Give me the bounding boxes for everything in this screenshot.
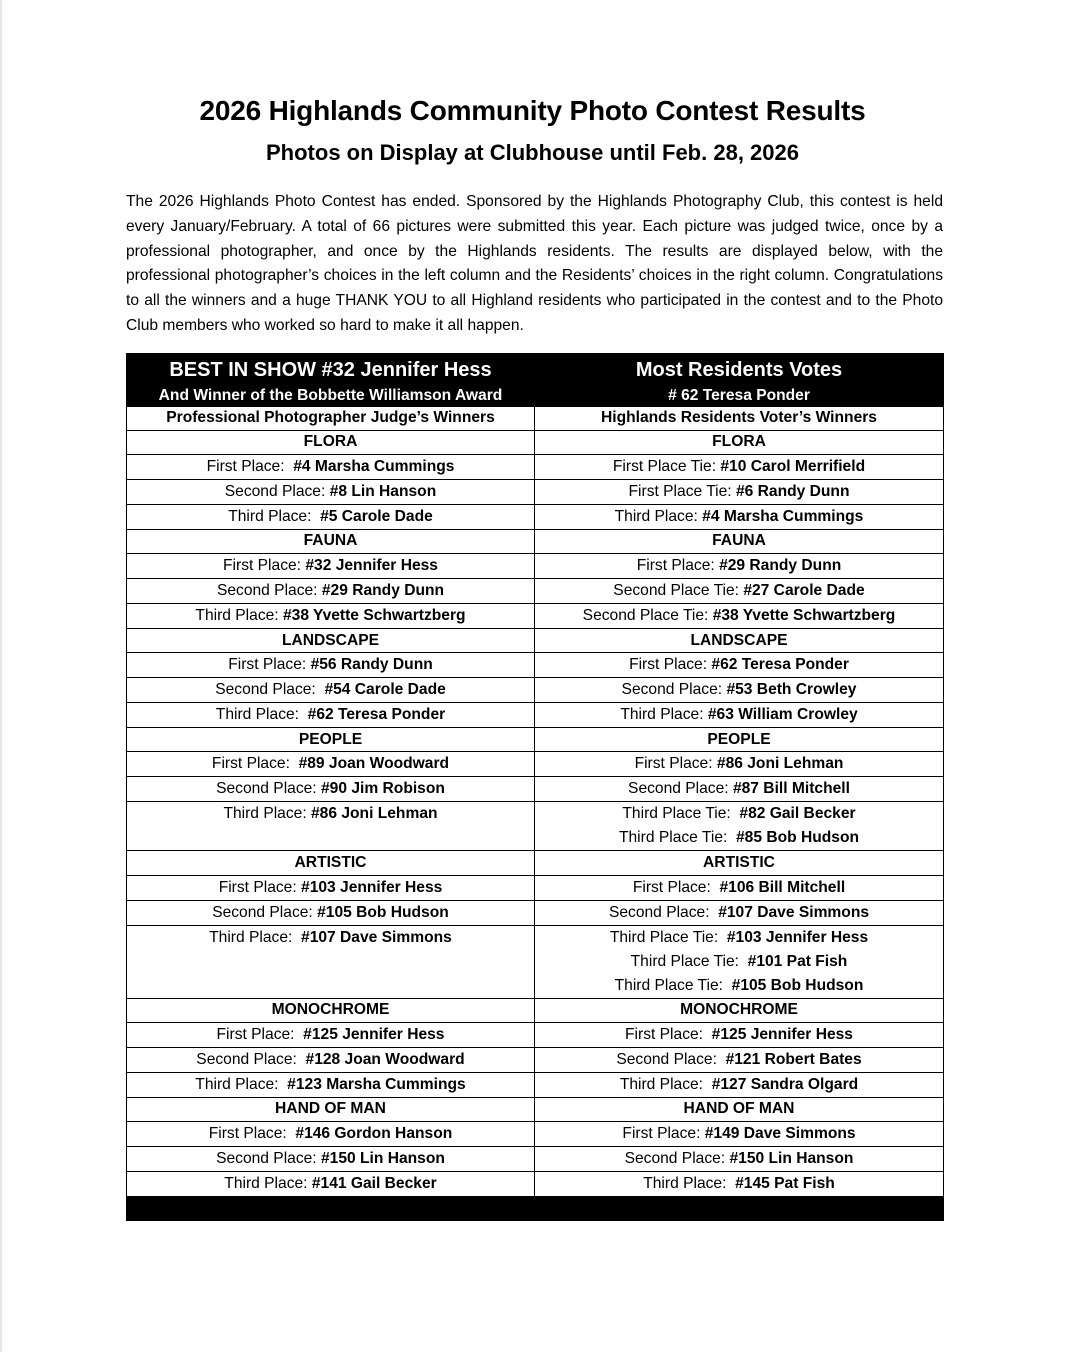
winner-name: #5 Carole Dade [320,507,433,525]
resident-winner-cell [535,703,944,728]
table-row [127,925,944,998]
winner-entry [537,455,941,479]
judge-winner-cell [127,1147,535,1172]
place-label: First Place: [625,1025,712,1043]
winner-name: #105 Bob Hudson [731,976,864,994]
best-in-show-row [127,354,944,386]
place-label: First Place: [216,1025,304,1043]
table-row [127,454,944,479]
winner-entry [129,1023,532,1047]
judge-winner-cell [127,554,535,579]
winner-name: #90 Jim Robison [320,780,445,798]
winner-name: #86 Joni Lehman [716,755,844,773]
winner-name: #38 Yvette Schwartzberg [712,607,896,625]
resident-winner-cell [535,504,944,529]
winner-entry [537,752,941,776]
place-label: Third Place Tie: [630,952,748,970]
winner-entry [129,802,532,826]
winner-name: #149 Dave Simmons [704,1125,856,1142]
winner-name: #150 Lin Hanson [729,1150,854,1167]
winner-name: #87 Bill Mitchell [732,780,850,798]
winner-name: #121 Robert Bates [725,1050,862,1068]
table-row [127,653,944,678]
winner-entry [537,1048,941,1072]
resident-winner-cell [535,875,944,900]
place-label: First Place: [206,457,294,475]
winner-entry [537,1122,941,1146]
table-row [127,875,944,900]
place-label: Third Place: [643,1175,736,1192]
category-heading-left: FLORA [127,430,535,454]
place-label: Second Place: [628,780,733,798]
category-heading-right: HAND OF MAN [535,1097,944,1121]
judge-winner-cell [127,703,535,728]
footer-cell-right [535,1197,944,1221]
page-subtitle: Photos on Display at Clubhouse until Feb. 28, 2026 [266,140,799,165]
winner-name: #106 Bill Mitchell [719,878,846,896]
judge-winner-cell [127,504,535,529]
resident-winner-cell [535,1072,944,1097]
judge-column-header: Professional Photographer Judge’s Winners [127,406,535,430]
resident-winner-cell [535,579,944,604]
best-in-show-sub-row [127,386,944,407]
place-label: First Place: [632,878,720,896]
judge-winner-cell [127,1072,535,1097]
category-heading-left: HAND OF MAN [127,1097,535,1121]
winner-entry [537,1073,941,1097]
winner-entry [537,926,941,950]
winner-entry [537,1147,941,1171]
place-label: First Place: [622,1125,705,1142]
judge-winner-cell [127,1172,535,1197]
winner-entry [537,802,941,826]
place-label: Third Place: [228,507,321,525]
place-label: Third Place: [619,1075,712,1093]
winner-name: #101 Pat Fish [747,952,848,970]
place-label: First Place Tie: [628,482,736,500]
judge-winner-cell [127,1022,535,1047]
winner-entry [129,777,532,801]
table-footer-bar [127,1197,944,1221]
table-row [127,554,944,579]
winner-entry [129,1147,532,1171]
place-label: First Place Tie: [612,457,721,475]
place-label: Third Place Tie: [618,829,736,847]
winner-entry [537,604,941,628]
judge-winner-cell [127,479,535,504]
most-votes-title: Most Residents Votes [535,354,944,386]
resident-winner-cell [535,554,944,579]
winner-name: #29 Randy Dunn [321,582,445,600]
winner-entry [537,777,941,801]
judge-winner-cell [127,900,535,925]
place-label: First Place: [228,656,311,674]
place-label: Second Place: [616,1050,726,1068]
winner-name: #62 Teresa Ponder [711,656,849,674]
place-label: First Place: [211,755,299,773]
winner-name: #107 Dave Simmons [718,903,870,921]
winner-name: #10 Carol Merrifield [720,457,866,475]
category-heading-left: LANDSCAPE [127,629,535,653]
winner-entry [537,974,941,998]
place-label: Third Place: [614,507,703,525]
category-row [127,851,944,875]
table-row [127,1047,944,1072]
table-row [127,479,944,504]
place-label: Second Place: [215,681,325,699]
category-heading-left: ARTISTIC [127,851,535,875]
winner-name: #107 Dave Simmons [301,928,452,946]
table-row [127,752,944,777]
place-label: Second Place: [224,482,330,500]
winner-name: #103 Jennifer Hess [301,878,443,896]
winner-entry [129,604,532,628]
category-heading-right: ARTISTIC [535,851,944,875]
winner-entry [537,554,941,578]
resident-winner-cell [535,678,944,703]
winner-entry [537,579,941,603]
table-row [127,777,944,802]
winner-entry [537,505,941,529]
winner-name: #54 Carole Dade [324,681,446,699]
winner-entry [129,678,532,702]
winner-name: #105 Bob Hudson [317,903,449,921]
place-label: Third Place Tie: [622,805,740,823]
most-votes-winner: # 62 Teresa Ponder [535,386,944,407]
winner-name: #86 Joni Lehman [311,805,438,823]
winner-name: #103 Jennifer Hess [726,928,869,946]
page-title: 2026 Highlands Community Photo Contest Results [199,95,866,126]
winner-name: #27 Carole Dade [743,582,865,600]
category-heading-right: LANDSCAPE [535,629,944,653]
winner-name: #4 Marsha Cummings [293,457,455,475]
winner-name: #123 Marsha Cummings [287,1075,466,1093]
place-label: Third Place: [209,928,302,946]
judge-winner-cell [127,604,535,629]
winner-entry [537,901,941,925]
results-table [126,353,944,1221]
place-label: Second Place: [196,1050,306,1068]
judge-winner-cell [127,1047,535,1072]
winner-name: #29 Randy Dunn [719,557,842,575]
table-row [127,802,944,851]
table-row [127,604,944,629]
footer-cell-left [127,1197,535,1221]
winner-entry [537,678,941,702]
category-heading-left: PEOPLE [127,728,535,752]
winner-entry [129,505,532,529]
place-label: Third Place: [224,1175,312,1192]
table-row [127,1172,944,1197]
place-label: Second Place: [621,681,727,699]
place-label: First Place: [208,1125,296,1142]
winner-name: #125 Jennifer Hess [711,1025,853,1043]
place-label: First Place: [636,557,720,575]
winner-name: #4 Marsha Cummings [702,507,864,525]
judge-winner-cell [127,579,535,604]
winner-entry [537,826,941,850]
winner-name: #89 Joan Woodward [298,755,450,773]
category-heading-left: MONOCHROME [127,998,535,1022]
winner-entry [129,480,532,504]
place-label: Third Place: [620,706,708,724]
category-heading-right: FLORA [535,430,944,454]
category-row [127,1097,944,1121]
winner-name: #128 Joan Woodward [305,1050,465,1068]
winner-entry [129,926,532,950]
place-label: Third Place: [223,805,311,823]
winner-name: #125 Jennifer Hess [303,1025,445,1043]
winner-entry [537,703,941,727]
page-edge [0,0,2,1352]
winner-name: #150 Lin Hanson [320,1150,445,1167]
judge-winner-cell [127,777,535,802]
award-subtitle: And Winner of the Bobbette Williamson Award [127,386,535,407]
resident-winner-cell [535,925,944,998]
category-row [127,728,944,752]
winner-entry [129,703,532,727]
table-row [127,1022,944,1047]
judge-winner-cell [127,752,535,777]
resident-winner-cell [535,752,944,777]
winner-name: #85 Bob Hudson [735,829,860,847]
column-header-row [127,406,944,430]
place-label: Second Place: [212,903,318,921]
place-label: Third Place: [195,1075,288,1093]
winner-entry [129,653,532,677]
judge-winner-cell [127,678,535,703]
winner-name: #141 Gail Becker [311,1175,437,1192]
winner-name: #32 Jennifer Hess [305,557,438,575]
winner-name: #63 William Crowley [707,706,858,724]
table-row [127,678,944,703]
resident-winner-cell [535,653,944,678]
category-row [127,629,944,653]
winner-name: #145 Pat Fish [735,1175,835,1192]
winner-entry [129,1172,532,1196]
category-heading-right: MONOCHROME [535,998,944,1022]
place-label: First Place: [629,656,712,674]
resident-winner-cell [535,454,944,479]
place-label: Second Place: [216,780,321,798]
table-row [127,579,944,604]
judge-winner-cell [127,653,535,678]
winner-name: #53 Beth Crowley [726,681,857,699]
place-label: First Place: [218,878,302,896]
place-label: Third Place: [215,706,308,724]
resident-winner-cell [535,802,944,851]
winner-entry [129,579,532,603]
place-label: Third Place: [195,607,283,625]
resident-winner-cell [535,1172,944,1197]
winner-entry [129,455,532,479]
winner-name: #8 Lin Hanson [329,482,437,500]
judge-winner-cell [127,1122,535,1147]
place-label: Second Place: [216,582,322,600]
category-row [127,529,944,553]
winner-name: #56 Randy Dunn [310,656,433,674]
place-label: Third Place Tie: [609,928,727,946]
resident-winner-cell [535,900,944,925]
judge-winner-cell [127,454,535,479]
category-heading-right: PEOPLE [535,728,944,752]
judge-winner-cell [127,802,535,851]
residents-column-header: Highlands Residents Voter’s Winners [535,406,944,430]
winner-entry [537,950,941,974]
category-row [127,430,944,454]
place-label: Second Place: [216,1150,321,1167]
place-label: Second Place Tie: [613,582,744,600]
winner-entry [129,752,532,776]
resident-winner-cell [535,1022,944,1047]
winner-name: #38 Yvette Schwartzberg [282,607,466,625]
winner-name: #82 Gail Becker [739,805,856,823]
winner-entry [129,1048,532,1072]
winner-entry [129,876,532,900]
place-label: Second Place: [608,903,719,921]
category-row [127,998,944,1022]
winner-entry [129,1073,532,1097]
winner-entry [129,554,532,578]
table-row [127,703,944,728]
winner-entry [537,480,941,504]
table-row [127,504,944,529]
resident-winner-cell [535,479,944,504]
best-in-show-title: BEST IN SHOW #32 Jennifer Hess [127,354,535,386]
resident-winner-cell [535,1122,944,1147]
table-row [127,1147,944,1172]
place-label: Second Place: [624,1150,730,1167]
judge-winner-cell [127,925,535,998]
winner-entry [129,901,532,925]
place-label: Third Place Tie: [614,976,732,994]
category-heading-left: FAUNA [127,529,535,553]
resident-winner-cell [535,1047,944,1072]
winner-entry [537,1172,941,1196]
category-heading-right: FAUNA [535,529,944,553]
winner-name: #146 Gordon Hanson [295,1125,453,1142]
winner-name: #62 Teresa Ponder [307,706,446,724]
resident-winner-cell [535,777,944,802]
winner-entry [129,1122,532,1146]
winner-entry [537,1023,941,1047]
place-label: First Place: [634,755,717,773]
winner-name: #127 Sandra Olgard [711,1075,859,1093]
winner-entry [537,653,941,677]
judge-winner-cell [127,875,535,900]
table-row [127,1122,944,1147]
place-label: Second Place Tie: [582,607,713,625]
winner-entry [537,876,941,900]
place-label: First Place: [223,557,306,575]
table-row [127,1072,944,1097]
winner-name: #6 Randy Dunn [735,482,850,500]
resident-winner-cell [535,1147,944,1172]
resident-winner-cell [535,604,944,629]
table-row [127,900,944,925]
intro-paragraph: The 2026 Highlands Photo Contest has ended. Sponsored by the Highlands Photography Club, this contest is held every January/February. A total of 66 pictures were submitted this year. Each picture was judged twice, once by a professional photographer, and once by the Highlands residents. The results are displayed below, with the professional photographer’s choices in the left column and the Residents’ choices in the right column. Congratulations to all the winners and a huge THANK YOU to all Highland residents who participated in the contest and to the Photo Club members who worked so hard to make it all happen. [126,193,943,334]
